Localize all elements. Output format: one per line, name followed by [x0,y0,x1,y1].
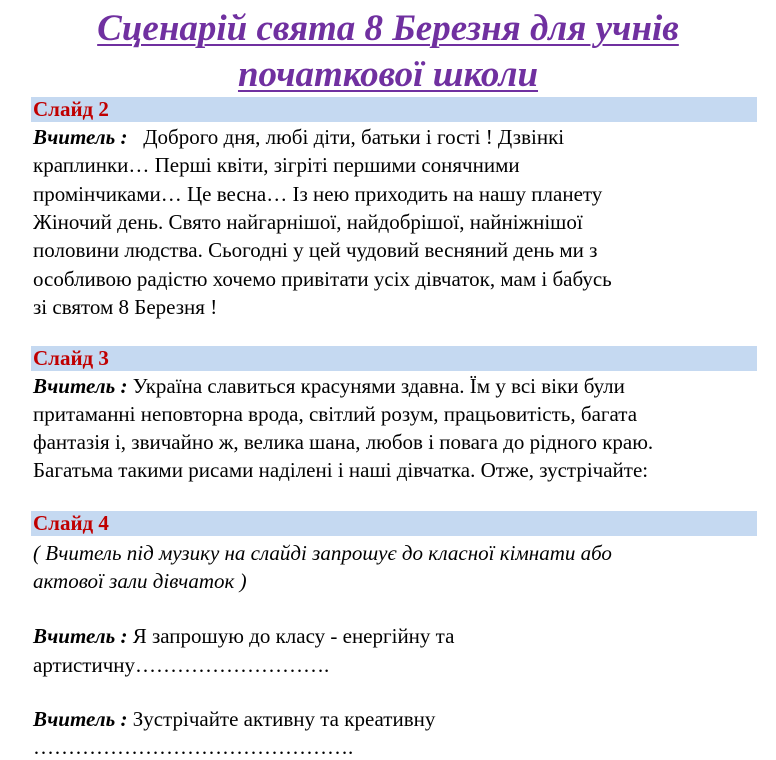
slide-2-line-4: Жіночий день. Свято найгарнішої, найдобрішої, найніжнішої [33,210,583,234]
slide-3-text-1: Україна славиться красунями здавна. Їм у всі віки були [127,374,625,398]
slide-2-line-6: особливою радістю хочемо привітати усіх дівчаток, мам і бабусь [33,267,612,291]
slide-4-stage-direction-2: актової зали дівчаток ) [33,569,247,593]
slide-4-text-2: Зустрічайте активну та креативну [127,707,436,731]
slide-2-line-3: промінчиками… Це весна… Із нею приходить на нашу планету [33,182,603,206]
slide-4-line-1 [33,623,454,649]
slide-2-label: Слайд 2 [33,97,109,121]
slide-4-label: Слайд 4 [33,511,109,535]
slide-2-text-1: Доброго дня, любі діти, батьки і гості ! Дзвінкі [143,125,565,149]
slide-3-line-2: притаманні неповторна врода, світлий розум, працьовитість, багата [33,402,638,426]
slide-3-line-1 [33,373,625,399]
slide-2-line-1 [33,124,564,150]
slide-4-speaker-2: Вчитель : [33,707,128,731]
document-title-line-1: Сценарій свята 8 Березня для учнів [97,8,679,49]
slide-3-speaker: Вчитель : [33,374,128,398]
slide-4-header-bar [31,511,757,536]
document-title-line-2: початкової школи [237,54,539,95]
slide-2-line-2: краплинки… Перші квіти, зігріті першими сонячними [33,153,520,177]
slide-2-speaker: Вчитель : [33,125,128,149]
slide-4-speaker-1: Вчитель : [33,624,128,648]
slide-3-line-4: Багатьма такими рисами наділені і наші дівчатка. Отже, зустрічайте: [33,458,649,482]
slide-2-line-7: зі святом 8 Березня ! [33,295,218,319]
slide-4-line-4: ………………………………………. [33,735,354,759]
slide-2-line-5: половини людства. Сьогодні у цей чудовий весняний день ми з [33,238,598,262]
slide-3-line-3: фантазія і, звичайно ж, велика шана, любов і повага до рідного краю. [33,430,654,454]
slide-4-stage-direction-1: ( Вчитель під музику на слайді запрошує до класної кімнати або [33,541,612,565]
slide-3-header-bar [31,346,757,371]
slide-2-header-bar [31,97,757,122]
slide-4-text-1: Я запрошую до класу - енергійну та [127,624,455,648]
slide-4-line-3 [33,706,435,732]
slide-3-label: Слайд 3 [33,346,109,370]
slide-4-line-2: артистичну………………………. [33,653,330,677]
